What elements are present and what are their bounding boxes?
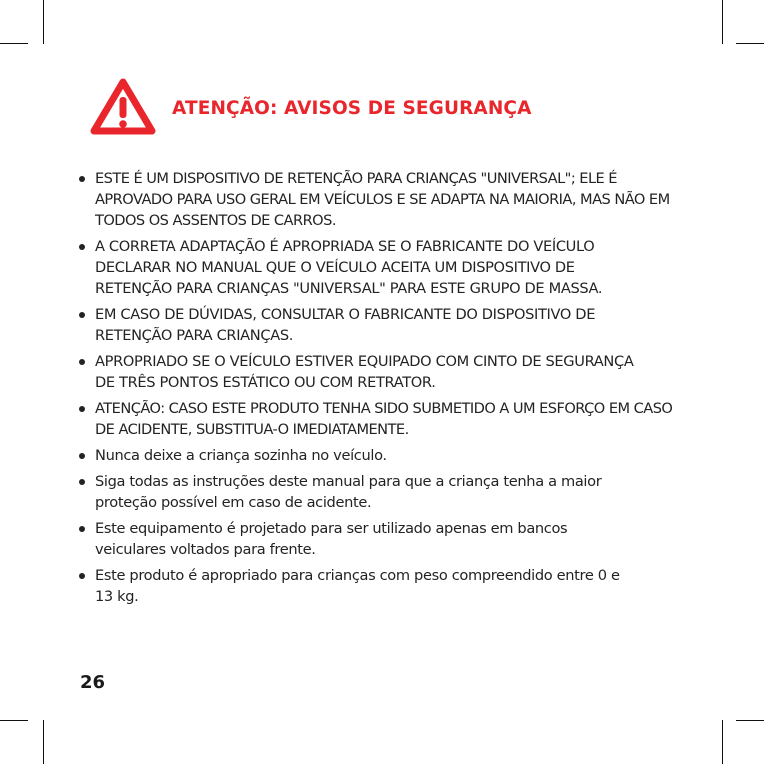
safety-header: [88, 76, 532, 138]
list-item: ATENÇÃO: CASO ESTE PRODUTO TENHA SIDO SUBMETIDO A UM ESFORÇO EM CASO DE ACIDENTE, SUBSTITUA-O IMEDIATAMENTE.: [76, 398, 676, 440]
list-item: A CORRETA ADAPTAÇÃO É APROPRIADA SE O FABRICANTE DO VEÍCULO DECLARAR NO MANUAL QUE O VEÍCULO ACEITA UM DISPOSITIVO DE RETENÇÃO PARA CRIANÇAS "UNIVERSAL" PARA ESTE GRUPO DE MASSA.: [76, 236, 640, 299]
warnings-list: [76, 168, 676, 612]
crop-mark: [43, 720, 44, 764]
crop-mark: [722, 0, 723, 44]
crop-mark: [0, 43, 28, 44]
crop-mark: [0, 720, 28, 721]
crop-mark: [736, 720, 764, 721]
warning-triangle-icon: [88, 76, 158, 138]
list-item: EM CASO DE DÚVIDAS, CONSULTAR O FABRICANTE DO DISPOSITIVO DE RETENÇÃO PARA CRIANÇAS.: [76, 304, 676, 346]
page-title: ATENÇÃO: AVISOS DE SEGURANÇA: [172, 97, 532, 119]
page-number: 26: [80, 672, 106, 693]
list-item: Nunca deixe a criança sozinha no veículo.: [76, 445, 676, 466]
list-item: Este equipamento é projetado para ser utilizado apenas em bancos veiculares voltados para frente.: [76, 518, 640, 560]
list-item: APROPRIADO SE O VEÍCULO ESTIVER EQUIPADO COM CINTO DE SEGURANÇA DE TRÊS PONTOS ESTÁTICO OU COM RETRATOR.: [76, 351, 640, 393]
crop-mark: [43, 0, 44, 44]
crop-mark: [736, 43, 764, 44]
list-item: ESTE É UM DISPOSITIVO DE RETENÇÃO PARA CRIANÇAS "UNIVERSAL"; ELE É APROVADO PARA USO GERAL EM VEÍCULOS E SE ADAPTA NA MAIORIA, MAS NÃO EM TODOS OS ASSENTOS DE CARROS.: [76, 168, 676, 231]
crop-mark: [722, 720, 723, 764]
list-item: Siga todas as instruções deste manual para que a criança tenha a maior proteção possível em caso de acidente.: [76, 471, 640, 513]
list-item: Este produto é apropriado para crianças com peso compreendido entre 0 e 13 kg.: [76, 565, 640, 607]
